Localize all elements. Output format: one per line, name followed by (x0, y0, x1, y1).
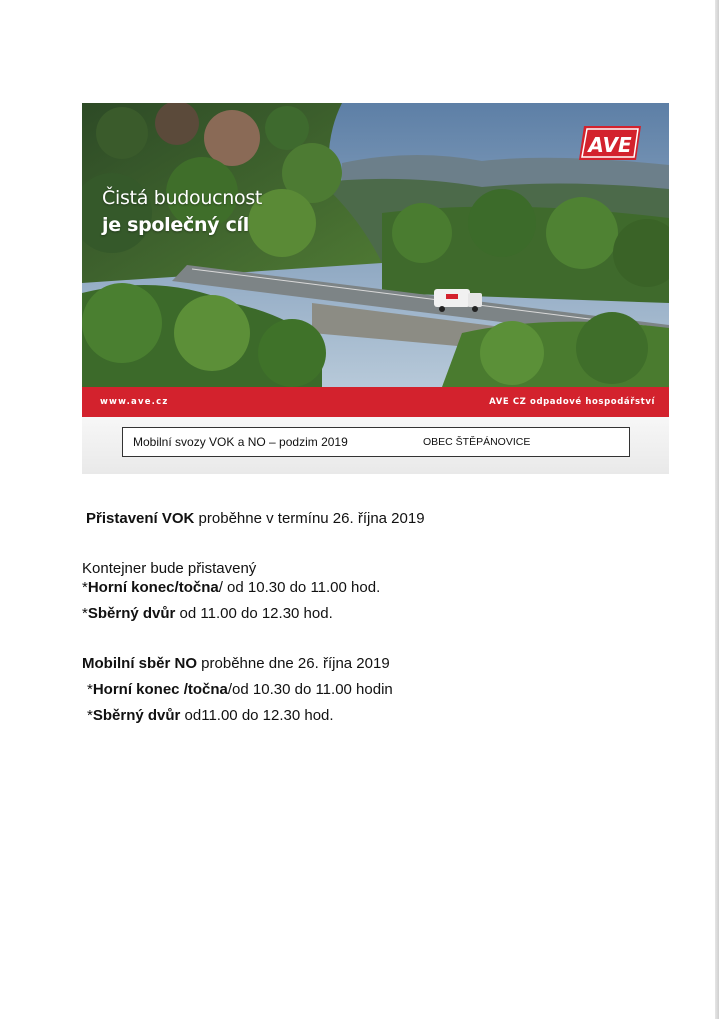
banner-photo (82, 103, 669, 387)
no-item-2-prefix: * (87, 707, 93, 724)
vok-item-1-time: / od 10.30 do 11.00 hod. (218, 579, 381, 596)
no-item-1-prefix: * (87, 681, 93, 698)
website-url: www.ave.cz (100, 397, 169, 407)
vok-item-2-place: Sběrný dvůr (87, 605, 176, 622)
no-item-2-place: Sběrný dvůr (92, 707, 181, 724)
company-name: AVE CZ odpadové hospodářství (489, 397, 655, 407)
vok-item-2 (82, 605, 333, 623)
vok-item-1 (82, 579, 380, 597)
no-lead-rest: proběhne dne 26. října 2019 (197, 655, 390, 672)
vok-lead-bold: Přistavení VOK (86, 510, 195, 527)
municipality-name: OBEC ŠTĚPÁNOVICE (423, 436, 531, 448)
no-item-2 (87, 707, 334, 725)
vok-lead (86, 510, 425, 528)
vok-item-1-prefix: * (82, 579, 88, 596)
schedule-title: Mobilní svozy VOK a NO – podzim 2019 (133, 435, 348, 449)
no-item-1-time: /od 10.30 do 11.00 hodin (227, 681, 393, 698)
vok-item-2-prefix: * (82, 605, 88, 622)
banner-headline (102, 185, 262, 239)
vok-item-2-time: od 11.00 do 12.30 hod. (175, 605, 333, 622)
headline-line-1: Čistá budoucnost (102, 187, 263, 209)
no-item-1 (87, 681, 393, 699)
no-lead-bold: Mobilní sběr NO (82, 655, 198, 672)
schedule-title-box (122, 427, 630, 457)
banner-footer-bar (82, 387, 669, 417)
ave-logo (578, 125, 642, 161)
no-item-1-place: Horní konec /točna (92, 681, 228, 698)
vok-item-1-place: Horní konec/točna (87, 579, 219, 596)
vok-lead-rest: proběhne v termínu 26. října 2019 (194, 510, 425, 527)
logo-text: AVE (588, 133, 632, 157)
no-lead (82, 655, 390, 673)
vok-intro: Kontejner bude přistavený (82, 560, 257, 577)
headline-line-2: je společný cíl (102, 214, 249, 236)
page-edge-shadow (715, 0, 719, 1019)
no-item-2-time: od11.00 do 12.30 hod. (180, 707, 334, 724)
ave-banner (82, 103, 669, 474)
